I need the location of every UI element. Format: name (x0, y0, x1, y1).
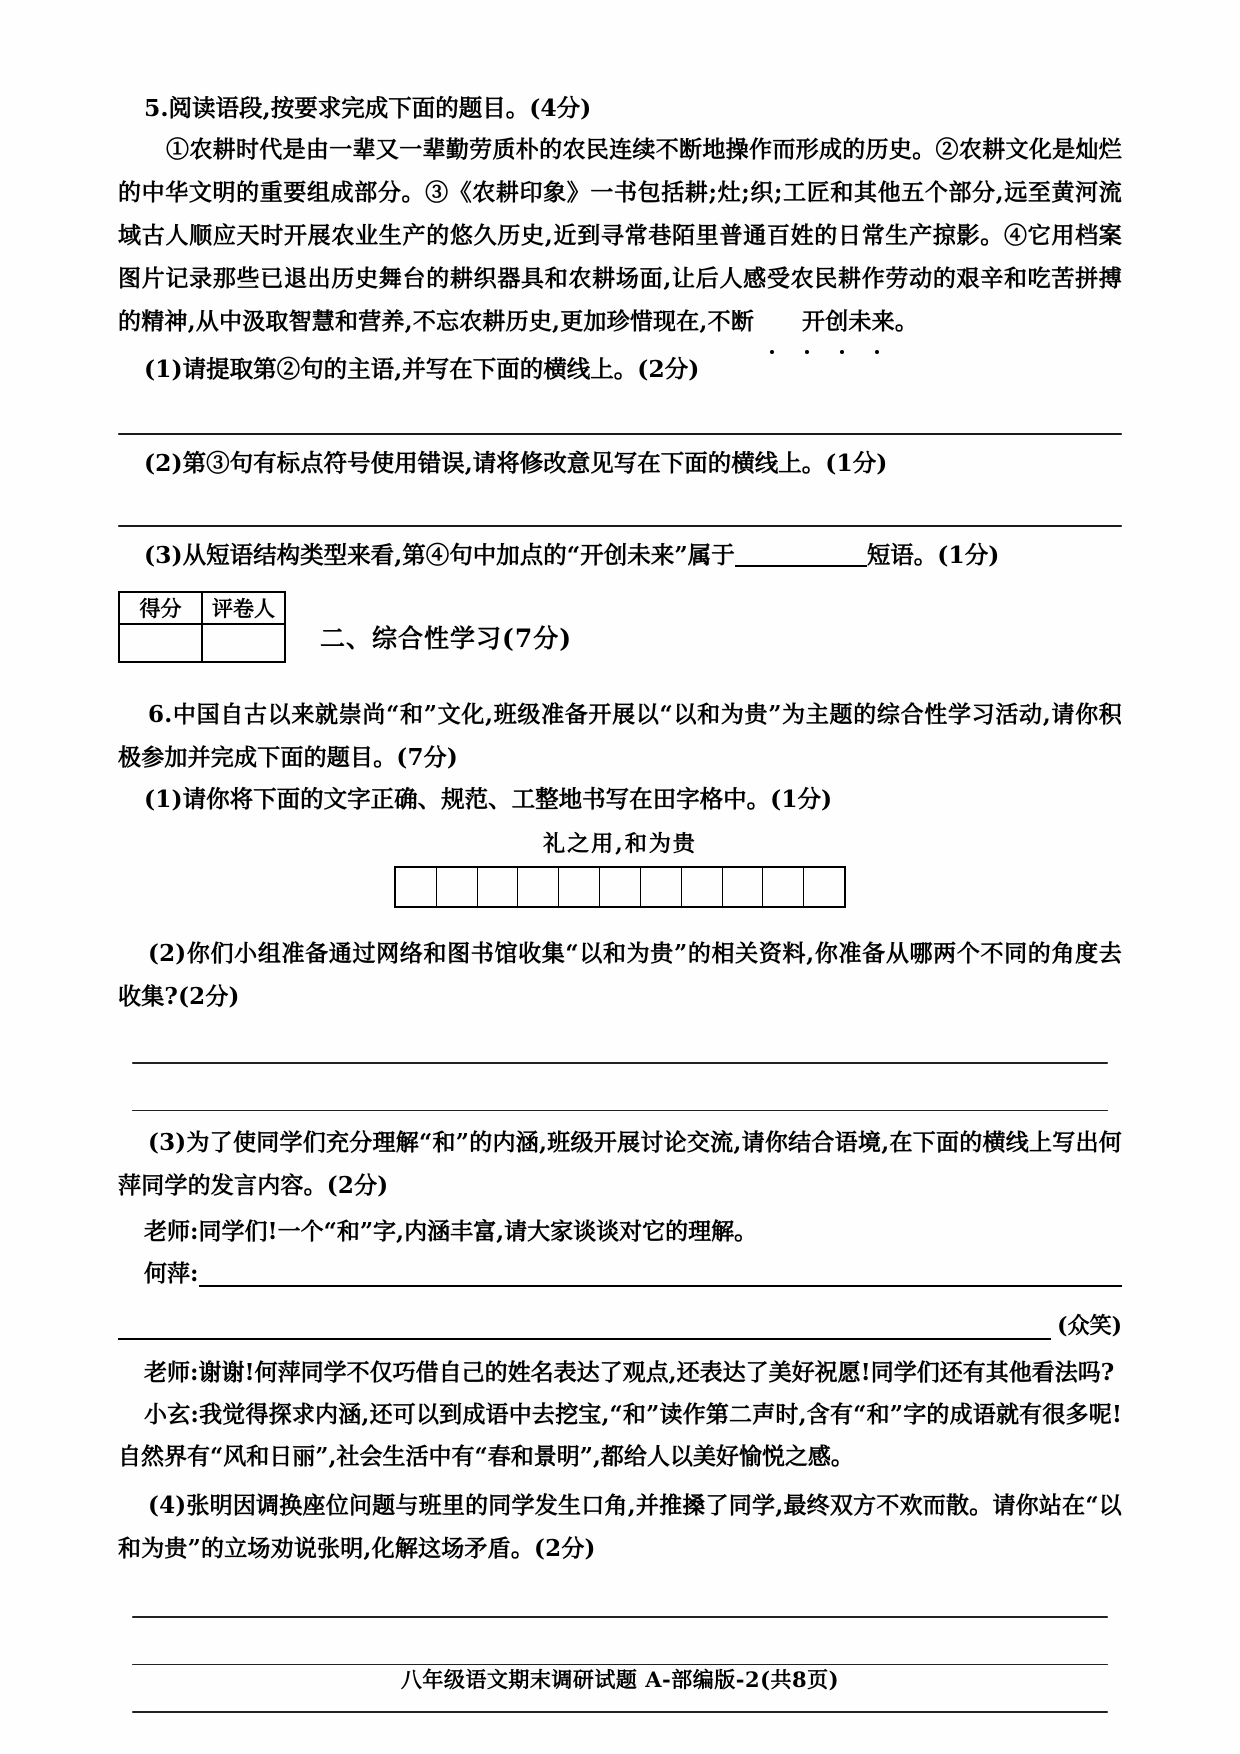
grid-cell[interactable] (723, 868, 764, 906)
grid-cell[interactable] (600, 868, 641, 906)
tianzige-writing-grid[interactable] (394, 866, 846, 908)
calligraphy-sample-text: 礼之用,和为贵 (543, 831, 697, 857)
grid-cell[interactable] (763, 868, 804, 906)
score-header-cell: 得分 (119, 592, 202, 624)
speaker-label-xiaoxuan: 小玄: (144, 1401, 199, 1429)
score-table (118, 591, 286, 663)
laughter-note: (众笑) (1057, 1313, 1122, 1340)
question-5-sub-3-after: 短语。(1分) (866, 541, 1000, 569)
question-5-sub-3-before: (3)从短语结构类型来看,第④句中加点的“开创未来”属于 (144, 541, 735, 569)
speaker-label-heping: 何萍: (144, 1260, 199, 1288)
passage-text-part2: 。 (894, 308, 919, 335)
question-5-stem: 5.阅读语段,按要求完成下面的题目。(4分) (144, 94, 592, 122)
question-6-sub-2: (2)你们小组准备通过网络和图书馆收集“以和为贵”的相关资料,你准备从哪两个不同的角度去收集?(2分) (118, 940, 1122, 1010)
grid-cell[interactable] (437, 868, 478, 906)
dialogue-text-teacher-2: 谢谢!何萍同学不仅巧借自己的姓名表达了观点,还表达了美好祝愿!同学们还有其他看法吗? (198, 1359, 1115, 1387)
dialogue-line-teacher-2 (118, 1352, 1122, 1394)
grid-cell[interactable] (804, 868, 844, 906)
question-5-passage (118, 128, 1122, 343)
section-2-title: 二、综合性学习(7分) (320, 624, 573, 653)
score-table-header-row (119, 592, 285, 624)
grid-cell[interactable] (478, 868, 519, 906)
speaker-label-teacher-2: 老师: (144, 1359, 199, 1387)
answer-line-heping-1[interactable] (199, 1263, 1123, 1287)
question-5-sub-3 (118, 535, 1122, 575)
question-6-stem: 6.中国自古以来就崇尚“和”文化,班级准备开展以“以和为贵”为主题的综合性学习活动,请你积极参加并完成下面的题目。(7分) (118, 701, 1122, 771)
grader-value-cell[interactable] (202, 624, 285, 662)
dialogue-text-teacher-1: 同学们!一个“和”字,内涵丰富,请大家谈谈对它的理解。 (198, 1218, 758, 1246)
question-6-sub-1: (1)请你将下面的文字正确、规范、工整地书写在田字格中。(1分) (144, 785, 833, 813)
page-footer: 八年级语文期末调研试题 A-部编版-2(共8页) (400, 1667, 840, 1692)
dialogue-line-heping (118, 1253, 1122, 1295)
grid-cell[interactable] (559, 868, 600, 906)
grid-cell[interactable] (518, 868, 559, 906)
fill-in-blank-5-3[interactable] (735, 543, 867, 567)
grid-cell[interactable] (396, 868, 437, 906)
section-2-header-row (118, 591, 1122, 663)
question-5-sub-1: (1)请提取第②句的主语,并写在下面的横线上。(2分) (144, 355, 700, 383)
emphasized-phrase (754, 300, 895, 343)
dialogue-text-xiaoxuan: 我觉得探求内涵,还可以到成语中去挖宝,“和”读作第二声时,含有“和”字的成语就有很多呢!自然界有“风和日丽”,社会生活中有“春和景明”,都给人以美好愉悦之感。 (118, 1401, 1122, 1471)
emphasized-phrase-text: 开创未来 (802, 308, 895, 335)
grid-cell[interactable] (641, 868, 682, 906)
passage-text-part1: ①农耕时代是由一辈又一辈勤劳质朴的农民连续不断地操作而形成的历史。②农耕文化是灿烂的中华文明的重要组成部分。③《农耕印象》一书包括耕;灶;织;工匠和其他五个部分,远至黄河流域古人顺应天时开展农业生产的悠久历史,近到寻常巷陌里普通百姓的日常生产掠影。④它用档案图片记录那些已退出历史舞台的耕织器具和农耕场面,让后人感受农民耕作劳动的艰辛和吃苦拼搏的精神,从中汲取智慧和营养,不忘农耕历史,更加珍惜现在,不断 (118, 136, 1122, 335)
score-value-cell[interactable] (119, 624, 202, 662)
score-table-body-row (119, 624, 285, 662)
grid-cell[interactable] (682, 868, 723, 906)
page-content (118, 88, 1122, 1713)
dialogue-line-teacher-1 (118, 1211, 1122, 1253)
dialogue-answer-row-2 (118, 1309, 1122, 1340)
question-6-sub-3: (3)为了使同学们充分理解“和”的内涵,班级开展讨论交流,请你结合语境,在下面的横线上写出何萍同学的发言内容。(2分) (118, 1129, 1122, 1200)
grader-header-cell: 评卷人 (202, 592, 285, 624)
calligraphy-block (118, 827, 1122, 908)
question-5-sub-2: (2)第③句有标点符号使用错误,请将修改意见写在下面的横线上。(1分) (144, 449, 888, 477)
dialogue-line-xiaoxuan (118, 1394, 1122, 1478)
answer-line-heping-2[interactable] (118, 1316, 1051, 1340)
speaker-label-teacher: 老师: (144, 1218, 199, 1246)
answer-line-6-4-c[interactable] (132, 1711, 1108, 1713)
question-6-sub-4: (4)张明因调换座位问题与班里的同学发生口角,并推搡了同学,最终双方不欢而散。请你站在“以和为贵”的立场劝说张明,化解这场矛盾。(2分) (118, 1492, 1122, 1563)
